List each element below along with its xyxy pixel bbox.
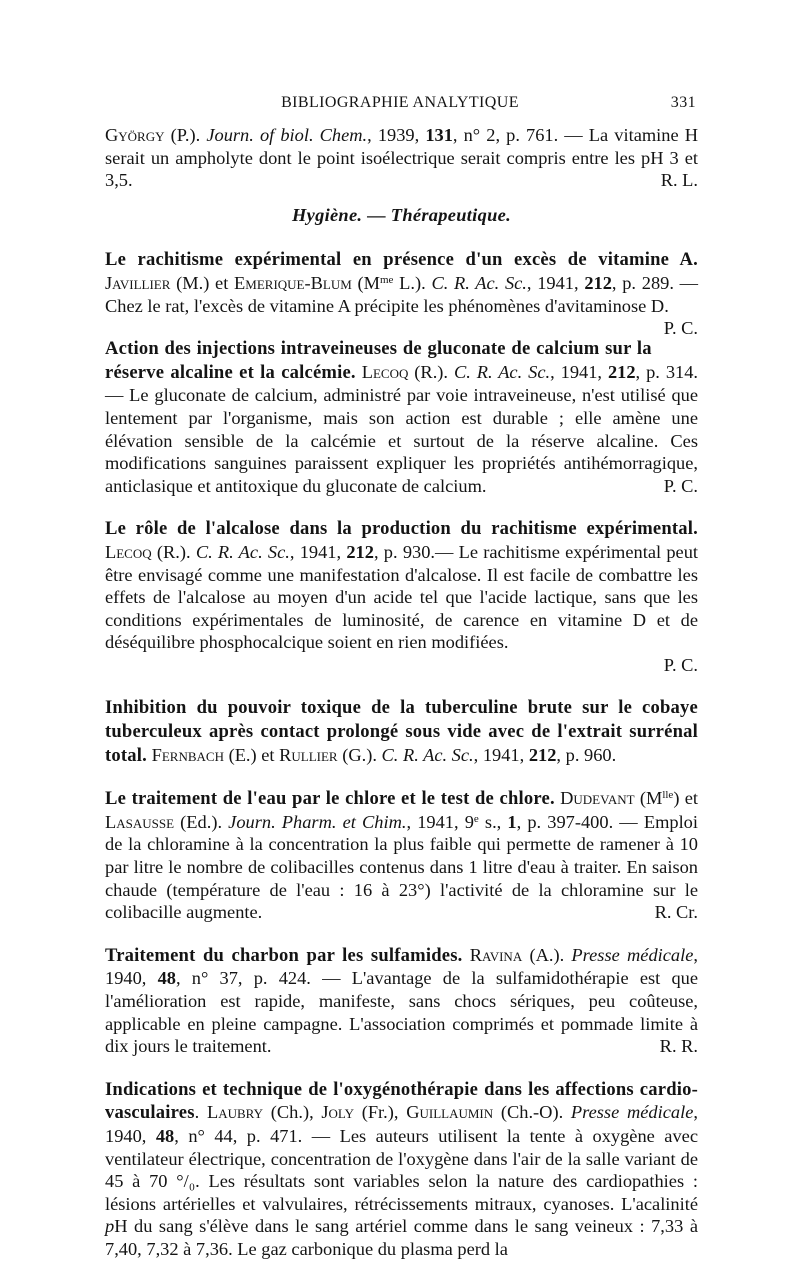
entry-author: Dudevant [560, 788, 635, 809]
running-title: BIBLIOGRAPHIE ANALYTIQUE [281, 94, 519, 111]
bibliography-entry: Traitement du charbon par les sulfamides. Ravina (A.). Presse médicale, 1940, 48, n° 37, p. 424. — L'avantage de la sulfamidothérapie est que l'amélioration est rapide, manifeste, sans chocs sériques, peu coûteuse, applicable en pleine campagne. L'association comprimés et pommade limite à dix jours le traitement. R. R. [105, 944, 699, 1057]
entry-journal: Presse médicale [571, 944, 694, 965]
entry-signature: R. Cr. [654, 902, 698, 923]
entry-abstract: , p. 289. — Chez le rat, l'excès de vitamine A précipite les phénomènes d'avitaminose D. [105, 272, 699, 316]
entry-journal: C. R. Ac. Sc. [195, 541, 290, 562]
entry-title: Inhibition du pouvoir toxique de la tuberculine brute sur le cobaye tuberculeux après contact prolongé sous vide avec de l'extrait surrénal total. [105, 697, 698, 766]
entry-title: Le traitement de l'eau par le chlore et le test de chlore. [105, 788, 555, 810]
page-number: 331 [670, 94, 696, 111]
entry-title: Action des injections intraveineuses de gluconate de calcium sur la réserve alcaline et la calcémie. [105, 338, 652, 383]
entry-signature: R. L. [660, 170, 698, 191]
entry-signature: R. R. [659, 1036, 698, 1057]
entry-volume: 212 [528, 744, 557, 765]
section-heading: Hygiène. — Thérapeutique. [292, 204, 511, 225]
entry-author: Fernbach [151, 744, 224, 765]
entry-author: Lecoq [105, 541, 152, 562]
entry-volume: 131 [425, 125, 453, 145]
entry-journal: Journ. Pharm. et Chim. [228, 811, 407, 832]
entry-author: György [105, 125, 165, 145]
bibliography-entry: Indications et technique de l'oxygénothérapie dans les affections cardio-vasculaires. Laubry (Ch.), Joly (Fr.), Guillaumin (Ch.-O). Presse médicale, 1940, 48, n° 44, p. 471. — Les auteurs utilisent la tente à oxygène avec ventilateur électrique, concentration de l'oxygène dans l'air de la salle variant de 45 à 70 °/₀. Les résultats sont variables selon la nature des cardiopathies : lésions artérielles et valvulaires, rétrécissements mitraux, cyanoses. L'acalinité pH du sang s'élève dans le sang artériel comme dans le sang veineux : 7,33 à 7,40, 7,32 à 7,36. Le gaz carbonique du plasma perd la [105, 1078, 698, 1259]
entry-journal: Journ. of biol. Chem. [206, 125, 368, 145]
entry-abstract: , n° 37, p. 424. — L'avantage de la sulfamidothérapie est que l'amélioration est rapide, manifeste, sans chocs sériques, peu coûteuse, applicable en pleine campagne. L'association comprimés et pommade limite à dix jours le traitement. [105, 968, 699, 1057]
entry-journal: C. R. Ac. Sc. [381, 744, 474, 765]
entry-signature: P. C. [663, 475, 698, 496]
bibliography-entry: Le rachitisme expérimental en présence d'un excès de vitamine A. Javillier (M.) et Emerique-Blum ($M^{me}$ L.). C. R. Ac. Sc., 1941, 212, p. 289. — Chez le rat, l'excès de vitamine A précipite les phénomènes d'avitaminose D. P. C. [105, 249, 699, 339]
bibliography-entry: Le traitement de l'eau par le chlore et le test de chlore. Dudevant $(M^{lle})$ et Lasausse (Ed.). Journ. Pharm. et Chim., 1941, 9e s., 1, p. 397-400. — Emploi de la chloramine à la concentration la plus faible qui permette de ramener à 10 par litre le nombre de colibacilles contenus dans 1 litre d'eau à traiter. En saison chaude (température de l'eau : 16 à 23°) l'activité de la chloramine sur le colibacille augmente. R. Cr. [105, 788, 698, 923]
bibliography-entry: Le rôle de l'alcalose dans la production du rachitisme expérimental. Lecoq (R.). C. R. Ac. Sc., 1941, 212, p. 930.— Le rachitisme expérimental peut être envisagé comme une manifestation d'alcalose. Il est facile de combattre les effets de l'alcalose au moyen d'un acide tel que l'acide lactique, sans que les conditions expérimentales de luminosité, de carence en vitamine D et de déséquilibre phosphocalcique soient en rien modifiées. P. C. [105, 518, 699, 675]
entry-title: Le rôle de l'alcalose dans la production du rachitisme expérimental. [105, 518, 698, 540]
bibliography-entry: Inhibition du pouvoir toxique de la tuberculine brute sur le cobaye tuberculeux après contact prolongé sous vide avec de l'extrait surrénal total. Fernbach (E.) et Rullier (G.). C. R. Ac. Sc., 1941, 212, p. 960. [105, 697, 698, 766]
entry-author: Joly [321, 1102, 354, 1123]
entry-journal: C. R. Ac. Sc. [431, 272, 527, 293]
entry-abstract: , n° 2, p. 761. — La vitamine H serait un ampholyte dont le point isoélectrique serait compris entre les pH 3 et 3,5. [105, 125, 699, 191]
bibliography-entry: Action des injections intraveineuses de gluconate de calcium sur la réserve alcaline et la calcémie. Lecoq (R.). C. R. Ac. Sc., 1941, 212, p. 314. — Le gluconate de calcium, administré par voie intraveineuse, n'est utilisé que lentement par l'organisme, mais son action est durable ; elle amène une élévation sensible de la calcémie et surtout de la réserve alcaline. Ces modifications sanguines paraissent expliquer les propriétés antihémorragique, anticlasique et antitoxique du gluconate de calcium. P. C. [105, 338, 698, 496]
text-column [105, 124, 698, 1281]
entry-volume: 212 [607, 361, 636, 382]
entry-signature: P. C. [663, 654, 698, 675]
entry-abstract: , n° 44, p. 471. — Les auteurs utilisent la tente à oxygène avec ventilateur électrique, concentration de l'oxygène dans l'air de la salle variant de 45 à 70 °/₀. Les résultats sont variables selon la nature des cardiopathies : lésions artérielles et valvulaires, rétrécissements mitraux, cyanoses. L'acalinité [105, 1125, 698, 1214]
entry-volume: 48 [155, 1125, 175, 1146]
entry-volume: 212 [346, 541, 374, 562]
entry-volume: 1 [507, 811, 517, 832]
entry-author: Javillier [105, 272, 171, 293]
entry-author: Ravina [469, 944, 523, 965]
entry-journal: C. R. Ac. Sc. [453, 361, 551, 382]
entry-abstract: , p. 397-400. — Emploi de la chloramine à la concentration la plus faible qui permette de ramener à 10 par litre le nombre de colibacilles contenus dans 1 litre d'eau à traiter. En saison chaude (température de l'eau : 16 à 23°) l'activité de la chloramine sur le colibacille augmente. [105, 811, 698, 923]
entry-abstract: , p. 930.— Le rachitisme expérimental peut être envisagé comme une manifestation d'alcalose. Il est facile de combattre les effets de l'alcalose au moyen d'un acide tel que l'acide lactique, sans que les conditions expérimentales de luminosité, de carence en vitamine D et de déséquilibre phosphocalcique soient en rien modifiées. [105, 541, 699, 653]
entry-author: Lasausse [105, 811, 175, 832]
entry-journal: Presse médicale [570, 1102, 694, 1123]
entry-title: Indications et technique de l'oxygénothérapie dans les affections cardio-vasculaires [105, 1078, 698, 1124]
entry-author: Lecoq [361, 361, 409, 382]
entry-volume: 48 [157, 968, 176, 989]
entry-title: Traitement du charbon par les sulfamides. [105, 944, 463, 966]
entry-abstract: , p. 314. — Le gluconate de calcium, administré par voie intraveineuse, n'est utilisé que lentement par l'organisme, mais son action est durable ; elle amène une élévation sensible de la calcémie et surtout de la réserve alcaline. Ces modifications sanguines paraissent expliquer les propriétés antihémorragique, anticlasique et antitoxique du gluconate de calcium. [105, 361, 698, 496]
entry-title: Le rachitisme expérimental en présence d'un excès de vitamine A. [105, 249, 698, 271]
entry-signature: P. C. [663, 318, 698, 339]
entry-volume: 212 [584, 272, 612, 293]
bibliography-entry: György (P.). Journ. of biol. Chem., 1939, 131, n° 2, p. 761. — La vitamine H serait un ampholyte dont le point isoélectrique serait compris entre les pH 3 et 3,5. R. L. [105, 125, 699, 191]
entry-author: Emerique-Blum [234, 272, 352, 293]
running-head [0, 94, 800, 116]
entry-author: Laubry [207, 1102, 264, 1123]
entry-author: Rullier [279, 744, 338, 765]
entry-author: Guillaumin [406, 1102, 494, 1123]
